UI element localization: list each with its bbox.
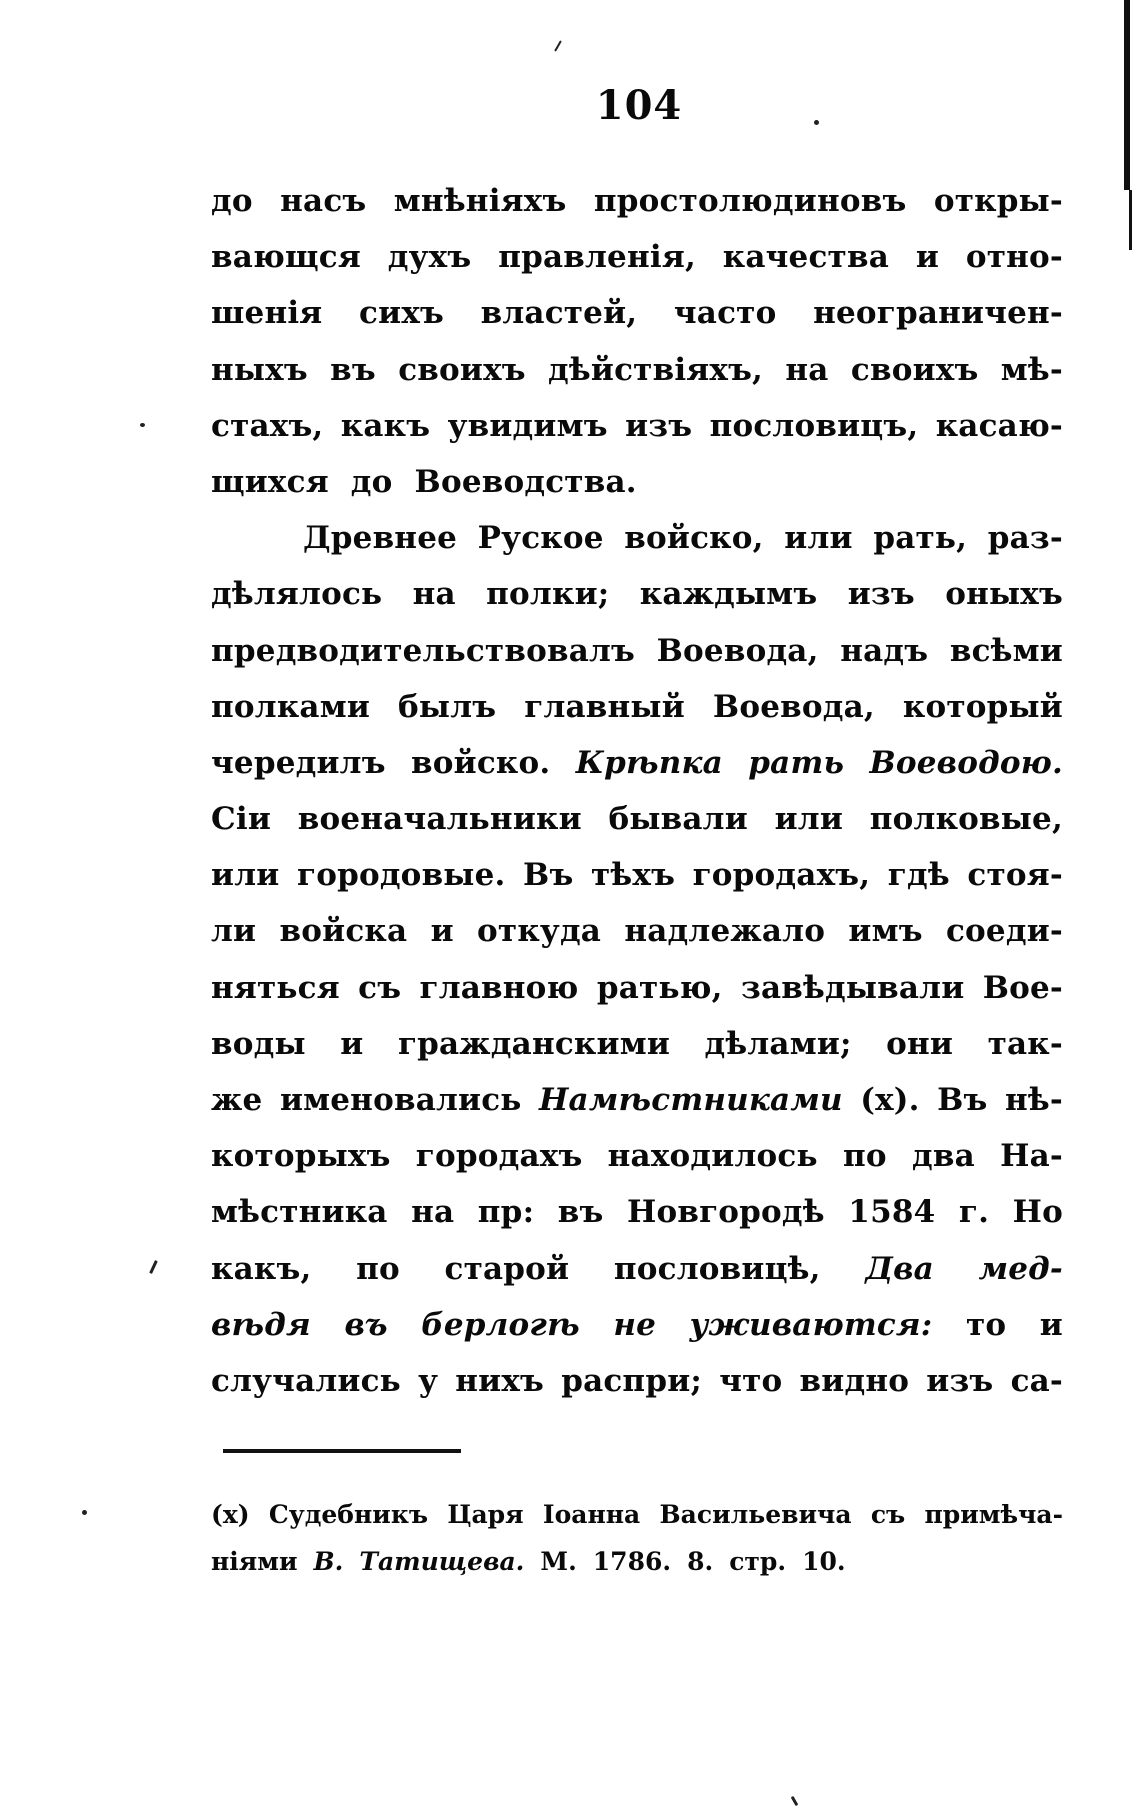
word: изъ — [847, 576, 915, 613]
word: своихъ — [850, 351, 979, 388]
word: именовались — [279, 1082, 522, 1118]
word: мнѣніяхъ — [393, 183, 567, 219]
word: 10. — [802, 1547, 846, 1576]
text-line — [211, 1241, 1063, 1297]
word: въ — [557, 1194, 604, 1231]
word: или — [774, 801, 844, 838]
page-number: 104 — [595, 82, 683, 129]
word: по — [356, 1250, 400, 1287]
word: са- — [1010, 1362, 1063, 1399]
word: духъ — [387, 239, 472, 276]
word: раз- — [987, 520, 1063, 557]
text-line — [211, 566, 1063, 622]
word: имъ — [848, 913, 923, 950]
word: войско. — [411, 744, 551, 781]
word: былъ — [398, 688, 497, 725]
word: берлогѣ — [421, 1306, 580, 1343]
word: (х). — [860, 1082, 920, 1118]
word: городовые. — [297, 857, 506, 894]
word: или — [784, 520, 853, 557]
word: какъ — [340, 407, 431, 444]
word: увидимъ — [447, 407, 608, 444]
text-line — [211, 1184, 1063, 1240]
word: неограничен- — [813, 295, 1063, 332]
word: рать — [748, 744, 845, 781]
word: правленія, — [498, 239, 696, 276]
word: насъ — [280, 183, 367, 219]
word: Вое- — [982, 969, 1063, 1006]
word: вѣдя — [211, 1306, 311, 1343]
word: два — [911, 1138, 975, 1175]
text-line — [211, 398, 1063, 454]
word: главною — [419, 969, 579, 1006]
word: На- — [1000, 1138, 1063, 1175]
word: или — [211, 857, 280, 894]
word: щихся — [211, 463, 329, 500]
word: завѣдывали — [740, 969, 965, 1006]
word: и — [915, 239, 940, 276]
word: своихъ — [398, 351, 526, 388]
word: Намѣстниками — [539, 1082, 843, 1118]
text-line — [211, 1128, 1063, 1184]
text-line — [211, 735, 1063, 791]
word: на — [411, 1194, 455, 1231]
word: главный — [524, 688, 685, 725]
word: съ — [870, 1500, 906, 1529]
text-line — [211, 229, 1063, 285]
word: городахъ, — [692, 857, 871, 894]
word: дѣйствіяхъ, — [548, 351, 764, 388]
footnote — [211, 1491, 1063, 1585]
word: какъ, — [211, 1250, 312, 1287]
word: городахъ — [415, 1138, 583, 1175]
word: отно- — [965, 239, 1063, 276]
word: войско, — [624, 520, 764, 557]
text-line — [211, 1297, 1063, 1353]
scan-speck — [149, 1260, 158, 1274]
word: всѣми — [949, 632, 1063, 669]
word: Руское — [477, 520, 604, 557]
text-line — [211, 1491, 1063, 1538]
word: сихъ — [359, 295, 444, 332]
text-line — [211, 679, 1063, 735]
word: ніями — [211, 1547, 298, 1576]
word: примѣча- — [924, 1500, 1063, 1529]
word: Воеводства. — [414, 463, 637, 500]
word: Сіи — [211, 801, 272, 838]
word: пословицъ, — [709, 407, 919, 444]
scan-speck — [82, 1510, 87, 1515]
word: Царя — [447, 1500, 524, 1529]
text-line — [211, 1016, 1063, 1072]
footnote-rule — [223, 1449, 461, 1453]
word: стахъ, — [211, 407, 324, 444]
word: стоя- — [967, 857, 1063, 894]
word: М. — [540, 1547, 577, 1576]
text-line — [211, 285, 1063, 341]
word: старой — [444, 1250, 570, 1287]
word: изъ — [625, 407, 693, 444]
word: на — [412, 576, 456, 613]
word: до — [350, 463, 393, 500]
word: ли — [211, 913, 257, 950]
word: полковые, — [869, 801, 1063, 838]
word: вающся — [211, 239, 361, 276]
text-line — [211, 173, 1063, 229]
word: съ — [358, 969, 402, 1006]
word: надлежало — [624, 913, 826, 950]
text-line — [211, 623, 1063, 679]
word: оныхъ — [945, 576, 1063, 613]
word: Іоанна — [542, 1500, 641, 1529]
word: Воеводою. — [869, 744, 1063, 781]
word: и — [1039, 1306, 1063, 1343]
word: войска — [279, 913, 408, 950]
word: каждымъ — [639, 576, 818, 613]
text-line — [211, 791, 1063, 847]
word: Новгородѣ — [626, 1194, 825, 1231]
text-line — [211, 510, 1063, 566]
word: нихъ — [455, 1362, 545, 1399]
word: Крѣпка — [575, 744, 723, 781]
word: у — [418, 1362, 439, 1399]
word: гражданскими — [397, 1025, 671, 1062]
word: мед- — [978, 1250, 1063, 1287]
text-line — [211, 1072, 1063, 1128]
word: Въ — [523, 857, 574, 894]
word: дѣлами; — [704, 1025, 852, 1062]
word: шенія — [211, 295, 323, 332]
word: Судебникъ — [268, 1500, 429, 1529]
word: ныхъ — [211, 351, 308, 388]
word: распри; — [561, 1362, 703, 1399]
word: и — [430, 913, 454, 950]
word: надъ — [840, 632, 929, 669]
word: Воевода, — [656, 632, 819, 669]
scan-speck — [554, 40, 562, 51]
word: пословицѣ, — [613, 1250, 821, 1287]
word: полки; — [486, 576, 610, 613]
scan-edge-mark — [1129, 190, 1132, 250]
word: няться — [211, 969, 340, 1006]
word: они — [886, 1025, 954, 1062]
word: пр: — [477, 1194, 535, 1231]
word: соеди- — [945, 913, 1063, 950]
word: на — [785, 351, 829, 388]
word: который — [902, 688, 1063, 725]
word: 1786. — [592, 1547, 672, 1576]
text-line — [211, 960, 1063, 1016]
word: Татищева. — [359, 1547, 525, 1576]
word: полками — [211, 688, 371, 725]
word: Но — [1012, 1194, 1063, 1231]
word: гдѣ — [887, 857, 950, 894]
word: откуда — [477, 913, 602, 950]
word: военачальники — [297, 801, 582, 838]
word: по — [842, 1138, 887, 1175]
word: стр. — [729, 1547, 787, 1576]
text-line — [211, 847, 1063, 903]
scan-speck — [140, 423, 145, 427]
word: 1584 — [848, 1194, 936, 1231]
word: Васильевича — [659, 1500, 852, 1529]
word: находилось — [607, 1138, 818, 1175]
word: бывали — [608, 801, 748, 838]
word: Два — [865, 1250, 934, 1287]
word: то — [965, 1306, 1007, 1343]
word: В. — [313, 1547, 344, 1576]
word: изъ — [926, 1362, 994, 1399]
word: часто — [673, 295, 777, 332]
word: касаю- — [935, 407, 1063, 444]
word: 8. — [687, 1547, 714, 1576]
body-text — [211, 173, 1063, 1409]
word: тѣхъ — [590, 857, 676, 894]
word: Воевода, — [712, 688, 875, 725]
word: же — [211, 1082, 263, 1118]
word: до — [211, 183, 253, 219]
scan-speck — [791, 1796, 799, 1806]
text-line — [211, 342, 1063, 398]
word: воды — [211, 1025, 306, 1062]
word: Въ — [937, 1082, 988, 1118]
word: чередилъ — [211, 744, 386, 781]
text-line — [211, 454, 1063, 510]
word: что — [719, 1362, 783, 1399]
word: уживаются: — [689, 1306, 933, 1343]
word: въ — [344, 1306, 388, 1343]
word: (х) — [211, 1500, 250, 1529]
word: простолюдиновъ — [593, 183, 907, 219]
word: г. — [958, 1194, 990, 1231]
word: мѣ- — [1000, 351, 1063, 388]
word: предводительствовалъ — [211, 632, 636, 669]
word: ратью, — [596, 969, 723, 1006]
text-line — [211, 1538, 1063, 1585]
word: въ — [330, 351, 376, 388]
word: Древнее — [303, 520, 458, 557]
word: дѣлялось — [211, 576, 383, 613]
word: мѣстника — [211, 1194, 388, 1231]
word: которыхъ — [211, 1138, 391, 1175]
word: видно — [799, 1362, 910, 1399]
word: так- — [987, 1025, 1063, 1062]
word: рать, — [873, 520, 968, 557]
word: нѣ- — [1005, 1082, 1063, 1118]
word: качества — [722, 239, 889, 276]
text-line — [211, 903, 1063, 959]
word: откры- — [933, 183, 1063, 219]
word: не — [613, 1306, 657, 1343]
word: случались — [211, 1362, 401, 1399]
word: и — [340, 1025, 364, 1062]
text-line — [211, 1353, 1063, 1409]
word: властей, — [480, 295, 638, 332]
